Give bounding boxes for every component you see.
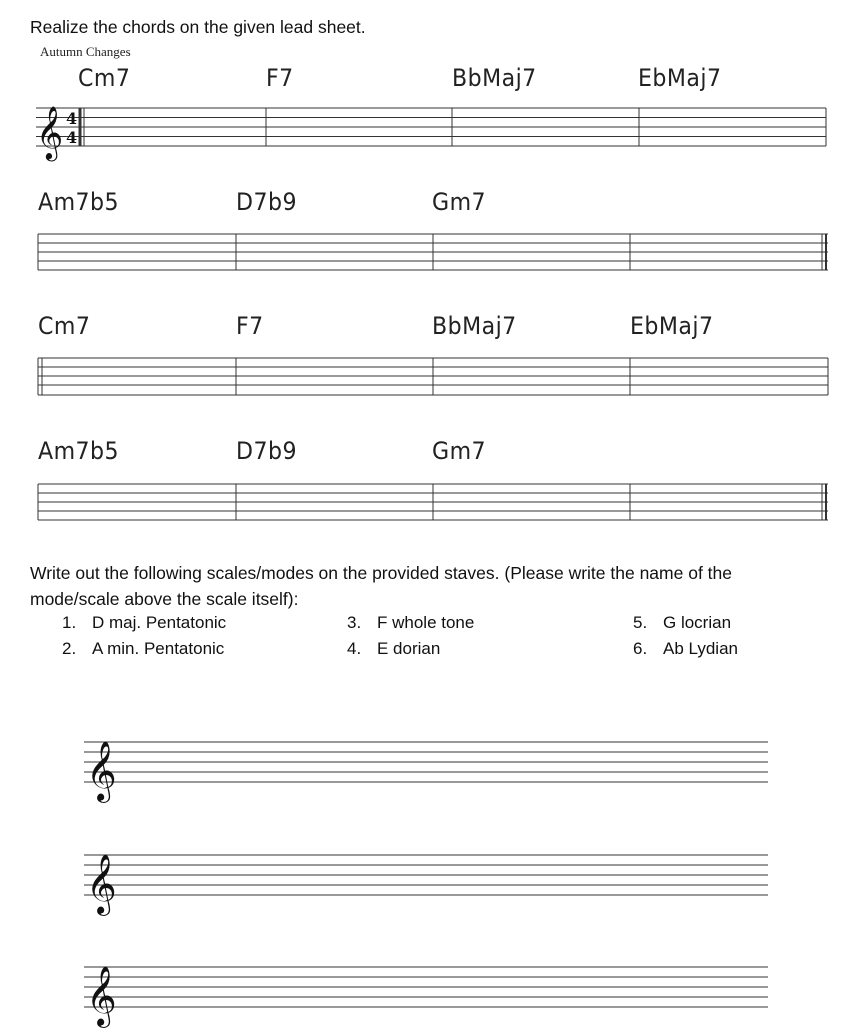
chord-symbol: Gm7 xyxy=(432,437,487,465)
treble-clef-icon: 𝄞 xyxy=(86,741,117,801)
piece-title: Autumn Changes xyxy=(40,44,131,59)
list-number: 2. xyxy=(62,639,77,658)
chord-symbol: Cm7 xyxy=(38,312,91,340)
time-signature-bottom: 4 xyxy=(66,128,78,147)
chord-symbol: Cm7 xyxy=(78,64,131,92)
chord-symbol: BbMaj7 xyxy=(432,312,517,340)
list-label: E dorian xyxy=(377,639,441,658)
exercise-staff-2 xyxy=(84,855,768,895)
list-item xyxy=(62,636,224,662)
list-number: 5. xyxy=(633,613,648,632)
chord-symbol: F7 xyxy=(236,312,264,340)
list-item xyxy=(347,610,474,636)
list-number: 4. xyxy=(347,639,362,658)
chord-symbol: EbMaj7 xyxy=(630,312,714,340)
treble-clef-icon: 𝄞 xyxy=(86,966,117,1026)
list-item xyxy=(633,636,738,662)
instructions-scales: Write out the following scales/modes on the provided staves. (Please write the name of the mode/scale above the scale itself): xyxy=(30,563,732,609)
list-label: Ab Lydian xyxy=(663,639,738,658)
instructions-lead-sheet: Realize the chords on the given lead sheet. xyxy=(30,17,366,37)
list-number: 3. xyxy=(347,613,362,632)
list-item xyxy=(633,610,731,636)
list-number: 6. xyxy=(633,639,648,658)
chord-symbol: Am7b5 xyxy=(38,188,120,216)
staff-system-4 xyxy=(38,484,828,520)
treble-clef-icon: 𝄞 xyxy=(86,854,117,914)
time-signature-top: 4 xyxy=(66,109,78,128)
chord-symbol: Am7b5 xyxy=(38,437,120,465)
list-item xyxy=(62,610,226,636)
chord-symbol: BbMaj7 xyxy=(452,64,537,92)
list-label: A min. Pentatonic xyxy=(92,639,225,658)
list-label: F whole tone xyxy=(377,613,475,632)
chord-symbol: F7 xyxy=(266,64,294,92)
chord-symbol: D7b9 xyxy=(236,188,297,216)
list-label: D maj. Pentatonic xyxy=(92,613,227,632)
staff-system-1 xyxy=(36,108,826,146)
exercise-staff-1 xyxy=(84,742,768,782)
list-item xyxy=(347,636,440,662)
chord-symbol: EbMaj7 xyxy=(638,64,722,92)
exercise-staff-3 xyxy=(84,967,768,1007)
list-number: 1. xyxy=(62,613,77,632)
staff-system-3 xyxy=(38,358,828,395)
list-label: G locrian xyxy=(663,613,732,632)
staff-system-2 xyxy=(38,234,828,270)
chord-symbol: D7b9 xyxy=(236,437,297,465)
chord-symbol: Gm7 xyxy=(432,188,487,216)
treble-clef-icon: 𝄞 xyxy=(36,105,64,159)
